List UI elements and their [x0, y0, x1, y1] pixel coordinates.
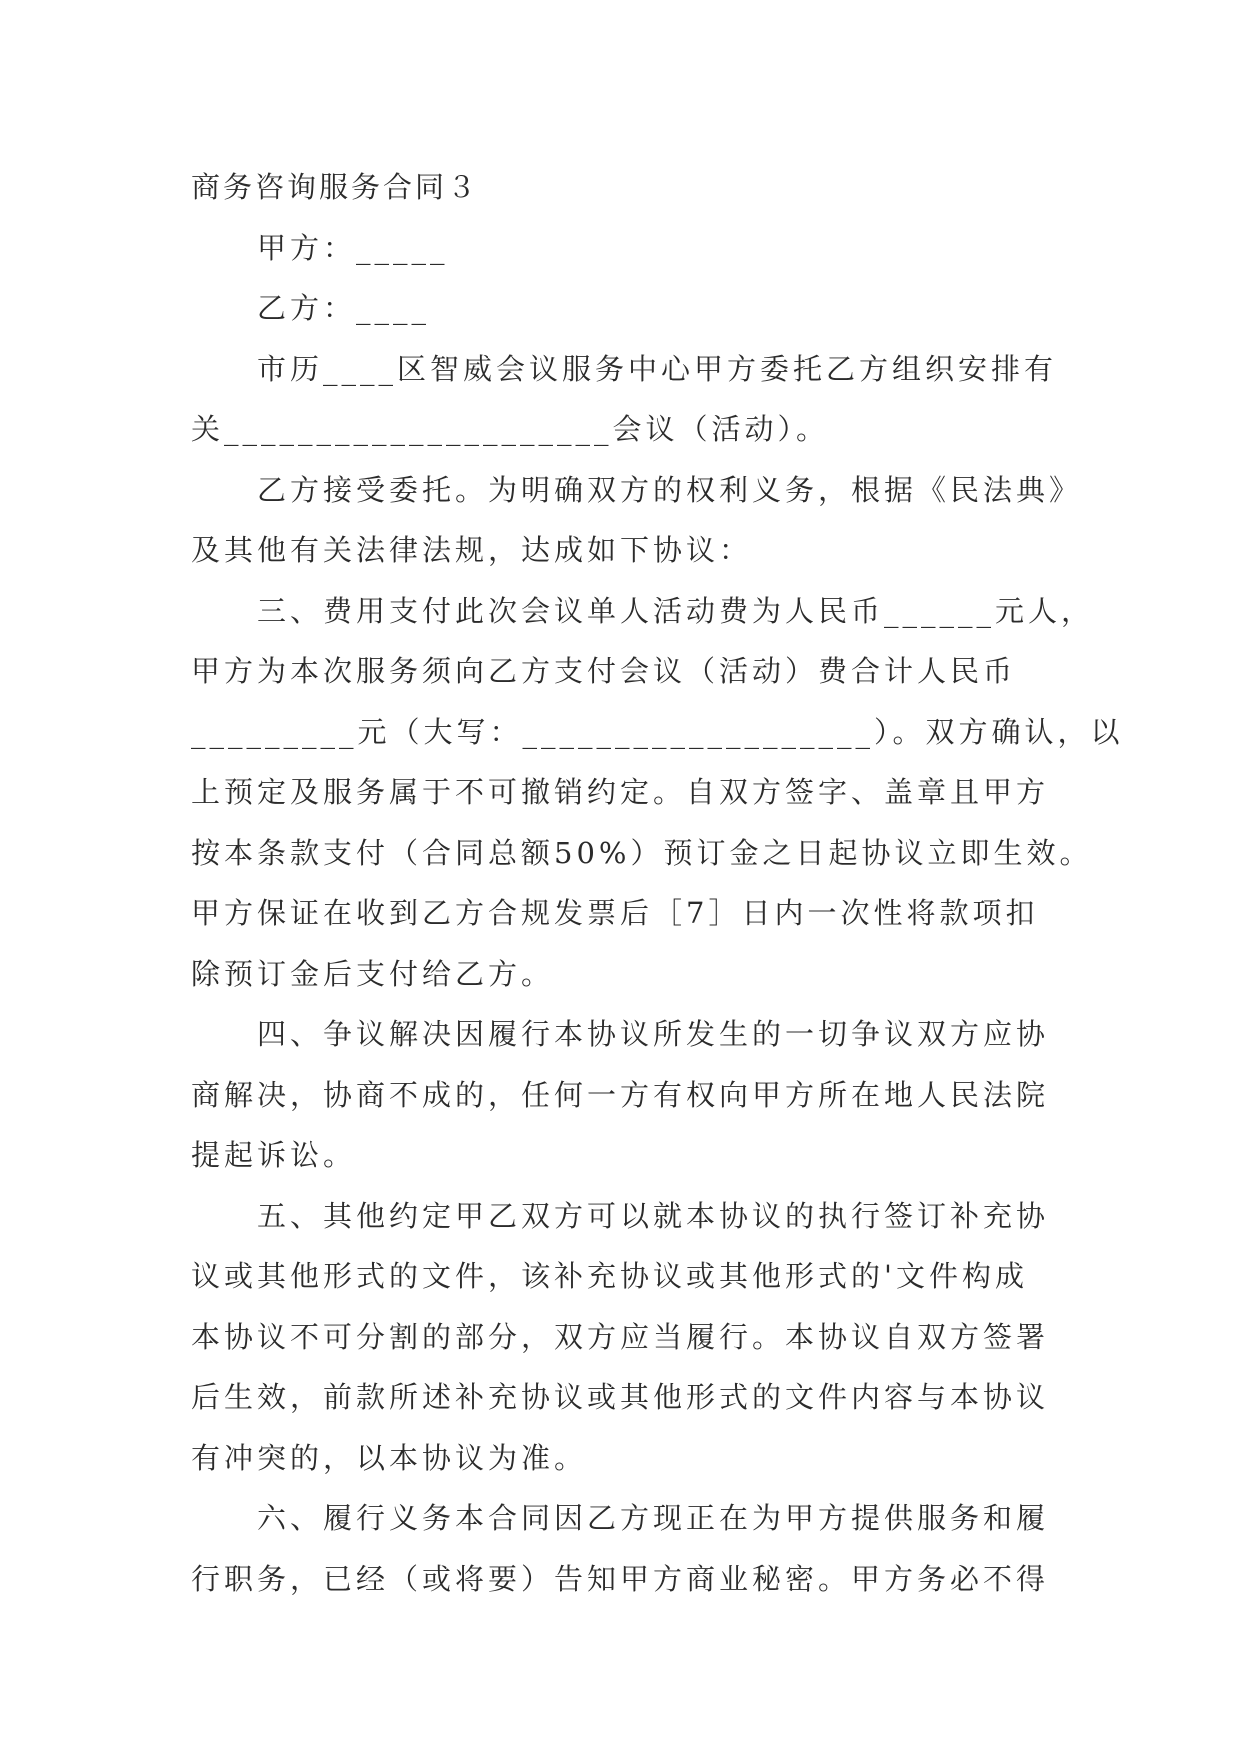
document-title: 商务咨询服务合同３ [191, 170, 480, 204]
party-a-line: 甲方：_____ [257, 230, 449, 265]
clause-6-line: 六、履行义务本合同因乙方现正在为甲方提供服务和履 [257, 1501, 1050, 1535]
clause-4-line: 提起诉讼。 [191, 1138, 357, 1172]
document-body [191, 157, 1124, 1609]
clause-5-line: 有冲突的，以本协议为准。 [191, 1440, 588, 1475]
clause-3-line: 甲方为本次服务须向乙方支付会议（活动）费合计人民币 [191, 654, 1017, 688]
clause-5-line: 五、其他约定甲乙双方可以就本协议的执行签订补充协 [257, 1198, 1050, 1233]
clause-3-line: 甲方保证在收到乙方合规发票后［7］日内一次性将款项扣 [191, 896, 1039, 930]
clause-3-line: 上预定及服务属于不可撤销约定。自双方签字、盖章且甲方 [191, 775, 1050, 809]
clause-3-line: 按本条款支付（合同总额50%）预订金之日起协议立即生效。 [191, 835, 1093, 870]
clause-4-line: 四、争议解决因履行本协议所发生的一切争议双方应协 [257, 1017, 1050, 1051]
clause-4-line: 商解决，协商不成的，任何一方有权向甲方所在地人民法院 [191, 1077, 1050, 1112]
clause-3-line: 除预订金后支付给乙方。 [191, 956, 555, 991]
clause-5-line: 本协议不可分割的部分，双方应当履行。本协议自双方签署 [191, 1319, 1050, 1354]
clause-5-line: 后生效，前款所述补充协议或其他形式的文件内容与本协议 [191, 1380, 1050, 1414]
paragraph-line: 及其他有关法律法规，达成如下协议： [191, 533, 753, 567]
clause-3-line: 三、费用支付此次会议单人活动费为人民币______元人， [257, 593, 1095, 628]
clause-3-line: _________元（大写：___________________）。双方确认，以 [191, 714, 1124, 749]
paragraph-line: 乙方接受委托。为明确双方的权利义务，根据《民法典》 [257, 472, 1083, 507]
clause-6-line: 行职务，已经（或将要）告知甲方商业秘密。甲方务必不得 [191, 1561, 1050, 1596]
party-b-line: 乙方：____ [257, 291, 431, 325]
paragraph-line: 市历____区智威会议服务中心甲方委托乙方组织安排有 [257, 351, 1058, 386]
clause-5-line: 议或其他形式的文件，该补充协议或其他形式的'文件构成 [191, 1259, 1028, 1293]
paragraph-line: 关_____________________会议（活动）。 [191, 412, 830, 446]
